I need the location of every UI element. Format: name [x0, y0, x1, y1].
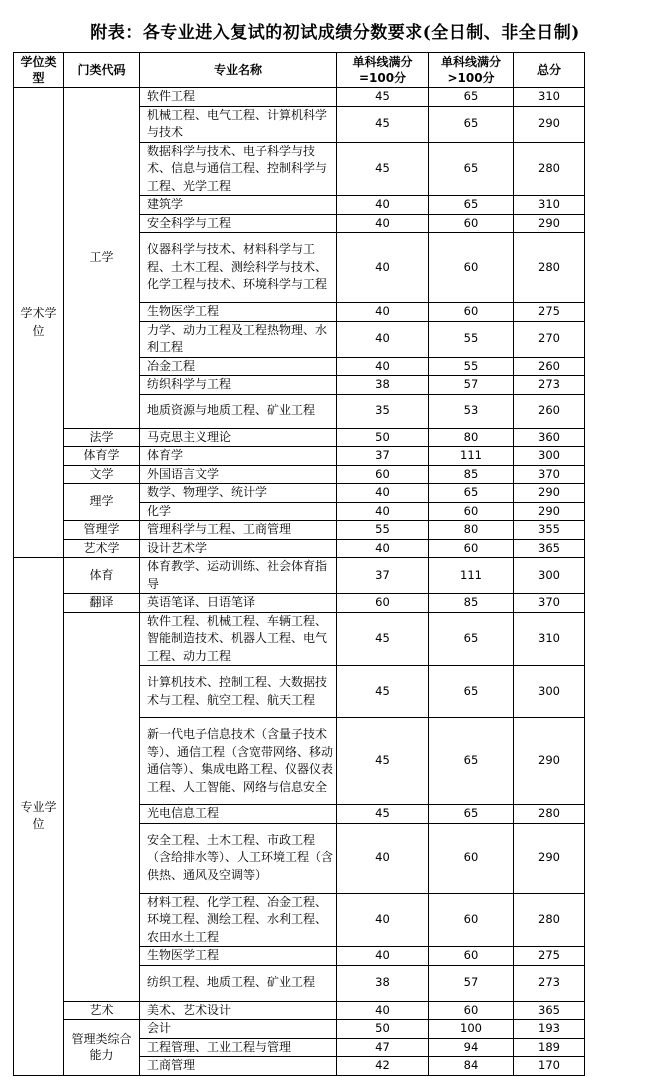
single-line-100-cell: 40	[337, 233, 429, 303]
single-line-100-cell: 45	[337, 142, 429, 196]
total-cell: 275	[514, 947, 585, 966]
single-line-over-100-cell: 55	[429, 357, 514, 376]
category-cell: 体育学	[64, 447, 140, 466]
total-cell: 310	[514, 196, 585, 215]
single-line-over-100-cell: 111	[429, 447, 514, 466]
major-cell: 材料工程、化学工程、冶金工程、环境工程、测绘工程、水利工程、农田水土工程	[140, 893, 337, 947]
header-total: 总分	[514, 53, 585, 88]
header-row	[14, 53, 585, 88]
table-row	[14, 594, 585, 613]
single-line-100-cell: 40	[337, 502, 429, 521]
table-row	[14, 428, 585, 447]
header-category-code: 门类代码	[64, 53, 140, 88]
total-cell: 300	[514, 666, 585, 718]
category-cell: 工学	[64, 88, 140, 429]
major-cell: 化学	[140, 502, 337, 521]
major-cell: 力学、动力工程及工程热物理、水利工程	[140, 321, 337, 357]
total-cell: 280	[514, 233, 585, 303]
major-cell: 设计艺术学	[140, 539, 337, 558]
single-line-over-100-cell: 65	[429, 484, 514, 503]
total-cell: 370	[514, 465, 585, 484]
table-row	[14, 521, 585, 540]
total-cell: 270	[514, 321, 585, 357]
single-line-over-100-cell: 80	[429, 428, 514, 447]
single-line-100-cell: 37	[337, 447, 429, 466]
single-line-100-cell: 50	[337, 1020, 429, 1039]
single-line-100-cell: 40	[337, 214, 429, 233]
category-cell: 艺术学	[64, 539, 140, 558]
major-cell: 数学、物理学、统计学	[140, 484, 337, 503]
total-cell: 275	[514, 303, 585, 322]
category-cell: 工学	[64, 612, 140, 1001]
major-cell: 美术、艺术设计	[140, 1001, 337, 1020]
major-cell: 体育学	[140, 447, 337, 466]
single-line-100-cell: 42	[337, 1057, 429, 1076]
total-cell: 290	[514, 106, 585, 142]
total-cell: 365	[514, 539, 585, 558]
table-row	[14, 88, 585, 107]
total-cell: 290	[514, 718, 585, 805]
total-cell: 280	[514, 142, 585, 196]
single-line-over-100-cell: 60	[429, 539, 514, 558]
total-cell: 280	[514, 805, 585, 824]
total-cell: 273	[514, 376, 585, 395]
total-cell: 310	[514, 88, 585, 107]
total-cell: 260	[514, 357, 585, 376]
single-line-over-100-cell: 57	[429, 376, 514, 395]
total-cell: 290	[514, 484, 585, 503]
single-line-over-100-cell: 84	[429, 1057, 514, 1076]
major-cell: 光电信息工程	[140, 805, 337, 824]
major-cell: 工程管理、工业工程与管理	[140, 1038, 337, 1057]
major-cell: 工商管理	[140, 1057, 337, 1076]
score-requirements-table	[13, 52, 585, 1076]
single-line-100-cell: 40	[337, 303, 429, 322]
single-line-over-100-cell: 94	[429, 1038, 514, 1057]
total-cell: 300	[514, 447, 585, 466]
single-line-over-100-cell: 65	[429, 88, 514, 107]
single-line-100-cell: 37	[337, 558, 429, 594]
single-line-over-100-cell: 60	[429, 303, 514, 322]
single-line-100-cell: 38	[337, 376, 429, 395]
table-row	[14, 558, 585, 594]
single-line-100-cell: 40	[337, 539, 429, 558]
major-cell: 安全工程、土木工程、市政工程（含给排水等）、人工环境工程（含供热、通风及空调等）	[140, 823, 337, 893]
major-cell: 体育教学、运动训练、社会体育指导	[140, 558, 337, 594]
category-cell: 法学	[64, 428, 140, 447]
table-row	[14, 612, 585, 666]
major-cell: 外国语言文学	[140, 465, 337, 484]
total-cell: 290	[514, 502, 585, 521]
total-cell: 365	[514, 1001, 585, 1020]
category-cell: 体育	[64, 558, 140, 594]
major-cell: 地质资源与地质工程、矿业工程	[140, 394, 337, 428]
major-cell: 计算机技术、控制工程、大数据技术与工程、航空工程、航天工程	[140, 666, 337, 718]
single-line-100-cell: 35	[337, 394, 429, 428]
total-cell: 360	[514, 428, 585, 447]
table-row	[14, 465, 585, 484]
major-cell: 新一代电子信息技术（含量子技术等）、通信工程（含宽带网络、移动通信等）、集成电路工程、仪器仪表工程、人工智能、网络与信息安全	[140, 718, 337, 805]
single-line-100-cell: 40	[337, 893, 429, 947]
single-line-over-100-cell: 85	[429, 465, 514, 484]
single-line-over-100-cell: 60	[429, 1001, 514, 1020]
major-cell: 生物医学工程	[140, 303, 337, 322]
single-line-100-cell: 45	[337, 718, 429, 805]
major-cell: 安全科学与工程	[140, 214, 337, 233]
table-row	[14, 447, 585, 466]
single-line-100-cell: 45	[337, 805, 429, 824]
single-line-over-100-cell: 55	[429, 321, 514, 357]
single-line-over-100-cell: 65	[429, 805, 514, 824]
table-row	[14, 539, 585, 558]
single-line-100-cell: 40	[337, 321, 429, 357]
category-cell: 文学	[64, 465, 140, 484]
single-line-100-cell: 40	[337, 357, 429, 376]
category-cell: 理学	[64, 484, 140, 521]
single-line-over-100-cell: 80	[429, 521, 514, 540]
single-line-100-cell: 38	[337, 965, 429, 1001]
single-line-over-100-cell: 60	[429, 214, 514, 233]
single-line-over-100-cell: 60	[429, 233, 514, 303]
single-line-over-100-cell: 60	[429, 893, 514, 947]
single-line-over-100-cell: 60	[429, 947, 514, 966]
total-cell: 273	[514, 965, 585, 1001]
major-cell: 生物医学工程	[140, 947, 337, 966]
single-line-100-cell: 60	[337, 465, 429, 484]
major-cell: 纺织工程、地质工程、矿业工程	[140, 965, 337, 1001]
header-major-name: 专业名称	[140, 53, 337, 88]
major-cell: 冶金工程	[140, 357, 337, 376]
major-cell: 软件工程	[140, 88, 337, 107]
major-cell: 软件工程、机械工程、车辆工程、智能制造技术、机器人工程、电气工程、动力工程	[140, 612, 337, 666]
single-line-100-cell: 40	[337, 823, 429, 893]
single-line-100-cell: 45	[337, 612, 429, 666]
single-line-over-100-cell: 57	[429, 965, 514, 1001]
header-degree-type: 学位类型	[14, 53, 64, 88]
table-row	[14, 1020, 585, 1039]
single-line-over-100-cell: 65	[429, 106, 514, 142]
total-cell: 193	[514, 1020, 585, 1039]
single-line-over-100-cell: 60	[429, 502, 514, 521]
total-cell: 290	[514, 823, 585, 893]
single-line-100-cell: 60	[337, 594, 429, 613]
major-cell: 管理科学与工程、工商管理	[140, 521, 337, 540]
single-line-100-cell: 55	[337, 521, 429, 540]
category-cell: 管理类综合能力	[64, 1020, 140, 1076]
total-cell: 370	[514, 594, 585, 613]
total-cell: 290	[514, 214, 585, 233]
single-line-over-100-cell: 65	[429, 196, 514, 215]
major-cell: 会计	[140, 1020, 337, 1039]
single-line-100-cell: 50	[337, 428, 429, 447]
major-cell: 马克思主义理论	[140, 428, 337, 447]
single-line-100-cell: 40	[337, 196, 429, 215]
degree-type-cell: 专业学位	[14, 558, 64, 1076]
single-line-100-cell: 45	[337, 666, 429, 718]
single-line-over-100-cell: 65	[429, 142, 514, 196]
category-cell: 艺术	[64, 1001, 140, 1020]
major-cell: 纺织科学与工程	[140, 376, 337, 395]
single-line-over-100-cell: 65	[429, 666, 514, 718]
single-line-over-100-cell: 60	[429, 823, 514, 893]
header-single-line-100: 单科线满分=100分	[337, 53, 429, 88]
total-cell: 189	[514, 1038, 585, 1057]
total-cell: 280	[514, 893, 585, 947]
category-cell: 管理学	[64, 521, 140, 540]
table-row	[14, 484, 585, 503]
single-line-100-cell: 40	[337, 947, 429, 966]
single-line-over-100-cell: 100	[429, 1020, 514, 1039]
major-cell: 机械工程、电气工程、计算机科学与技术	[140, 106, 337, 142]
table-row	[14, 1001, 585, 1020]
single-line-100-cell: 40	[337, 484, 429, 503]
total-cell: 355	[514, 521, 585, 540]
major-cell: 仪器科学与技术、材料科学与工程、土木工程、测绘科学与技术、化学工程与技术、环境科学与工程	[140, 233, 337, 303]
single-line-100-cell: 40	[337, 1001, 429, 1020]
major-cell: 英语笔译、日语笔译	[140, 594, 337, 613]
major-cell: 建筑学	[140, 196, 337, 215]
total-cell: 170	[514, 1057, 585, 1076]
total-cell: 260	[514, 394, 585, 428]
page-title: 附表：各专业进入复试的初试成绩分数要求(全日制、非全日制)	[90, 23, 580, 43]
header-single-line-over-100: 单科线满分>100分	[429, 53, 514, 88]
category-cell: 翻译	[64, 594, 140, 613]
single-line-over-100-cell: 111	[429, 558, 514, 594]
single-line-100-cell: 45	[337, 88, 429, 107]
single-line-over-100-cell: 65	[429, 718, 514, 805]
single-line-100-cell: 45	[337, 106, 429, 142]
total-cell: 300	[514, 558, 585, 594]
degree-type-cell: 学术学位	[14, 88, 64, 558]
total-cell: 310	[514, 612, 585, 666]
major-cell: 数据科学与技术、电子科学与技术、信息与通信工程、控制科学与工程、光学工程	[140, 142, 337, 196]
single-line-over-100-cell: 65	[429, 612, 514, 666]
single-line-over-100-cell: 85	[429, 594, 514, 613]
single-line-100-cell: 47	[337, 1038, 429, 1057]
single-line-over-100-cell: 53	[429, 394, 514, 428]
